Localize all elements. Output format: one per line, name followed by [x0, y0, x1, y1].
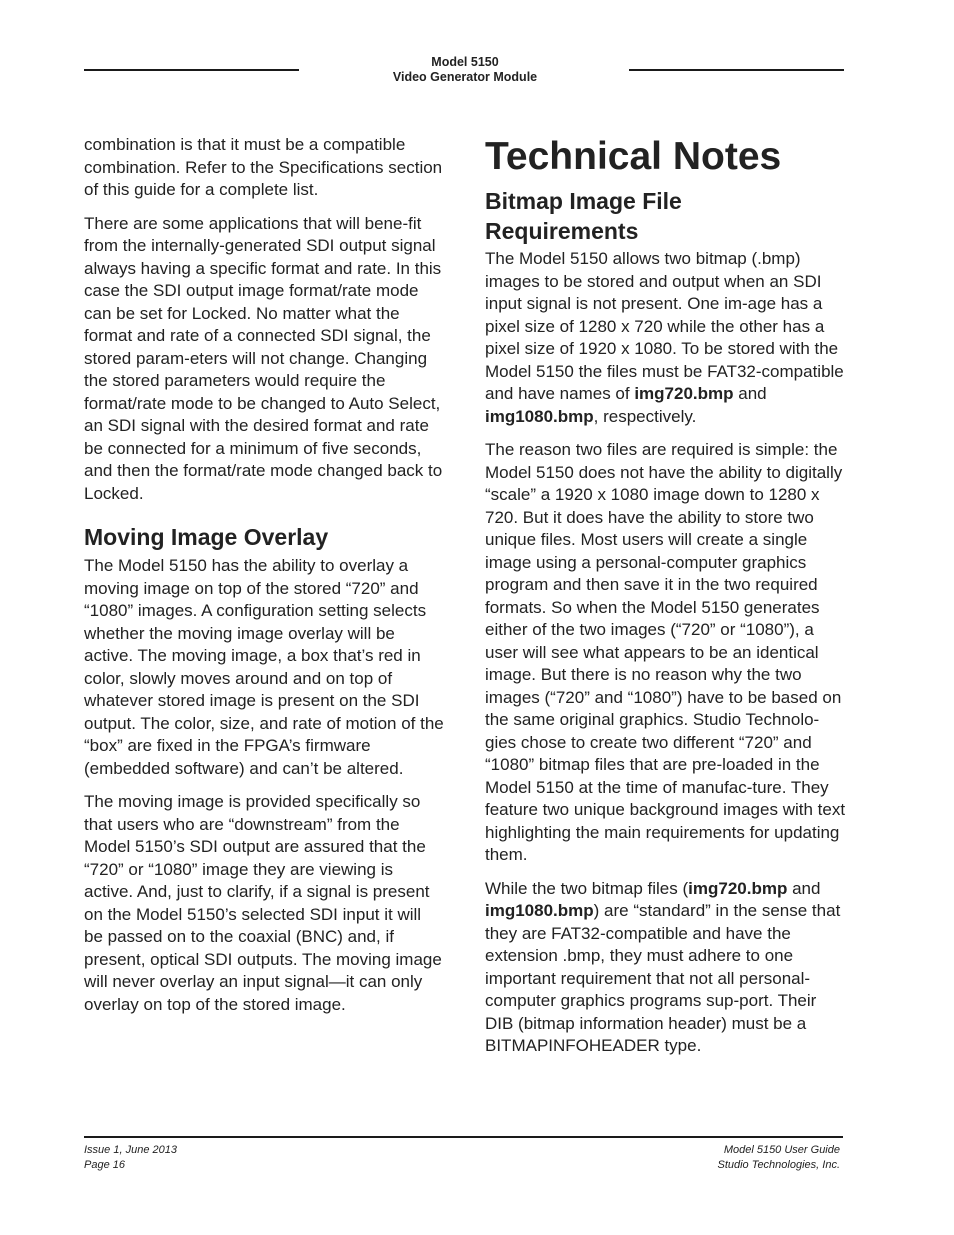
running-header	[300, 55, 630, 85]
paragraph: The moving image is provided specifically so that users who are “downstream” from the Model 5150’s SDI output are assured that the “720” or “1080” image they are viewing is active. And, just to clarify, if a signal is present on the Model 5150’s selected SDI input it will be passed on to the coaxial (BNC) and, if present, optical SDI outputs. The moving image will never overlay an input signal—it can only overlay on top of the stored image.	[84, 792, 442, 1014]
filename-img1080: img1080.bmp	[485, 406, 594, 426]
filename-img1080: img1080.bmp	[485, 901, 594, 920]
header-model: Model 5150	[431, 55, 499, 69]
page-title: Technical Notes	[485, 135, 782, 178]
section-heading-bitmap-requirements: Bitmap Image File Requirements	[485, 188, 682, 244]
footer-guide-title: Model 5150 User Guide	[723, 1144, 840, 1156]
paragraph: The Model 5150 has the ability to overlay a moving image on top of the stored “720” and “1080” images. A configuration setting selects whether the moving image overlay will be active. The moving image, a box that’s red in color, slowly moves around and on top of whatever stored image is present on the SDI output. The color, size, and rate of motion of the “box” are fixed in the FPGA’s firmware (embedded software) and can’t be altered.	[84, 556, 444, 778]
footer-issue-date: Issue 1, June 2013	[84, 1144, 177, 1156]
paragraph: The Model 5150 allows two bitmap (.bmp) images to be stored and output when an SDI input signal is not present. One im-age has a pixel size of 1280 x 720 while the other has a pixel size of 1920 x 1080. To be stored with the Model 5150 the files must be FAT32-compatible and have names of img720.bmp and img1080.bmp, respectively.	[485, 249, 844, 426]
filename-img720: img720.bmp	[688, 878, 788, 898]
section-heading-moving-image-overlay: Moving Image Overlay	[84, 524, 329, 550]
paragraph: There are some applications that will bene-fit from the internally-generated SDI output signal always having a specific format and rate. In this case the SDI output image format/rate mode can be set for Locked. No matter what the format and rate of a connected SDI signal, the stored param-eters will not change. Changing the stored parameters would require the format/rate mode to be changed to Auto Select, an SDI signal with the desired format and rate be connected for a minimum of five seconds, and then the format/rate mode changed back to Locked.	[84, 213, 443, 503]
footer-company: Studio Technologies, Inc.	[717, 1159, 840, 1171]
footer-left	[84, 1143, 177, 1173]
paragraph: combination is that it must be a compatible combination. Refer to the Specifications section of this guide for a complete list.	[84, 135, 443, 199]
paragraph: While the two bitmap files (img720.bmp and img1080.bmp) are “standard” in the sense that they are FAT32-compatible and have the extension .bmp, they must adhere to one important requirement that not all personal-computer graphics programs sup-port. Their DIB (bitmap information header) must be a BITMAPINFOHEADER type.	[485, 878, 841, 1055]
footer-page-number: Page 16	[84, 1159, 125, 1171]
paragraph: The reason two files are required is simple: the Model 5150 does not have the ability to digitally “scale” a 1920 x 1080 image down to 1280 x 720. But it does have the ability to store two unique files. Most users will create a single image using a personal-computer graphics program and then save it in the two required formats. So when the Model 5150 generates either of the two images (“720” or “1080”), a user will see what appears to be an identical image. But there is no reason why the two images (“720” and “1080”) have to be based on the same original graphics. Studio Technolo-gies chose to create two different “720” and “1080” bitmap files that are pre-loaded in the Model 5150 at the time of manufac-ture. They feature two unique background images with text highlighting the main requirements for updating them.	[485, 440, 846, 864]
header-rule-right	[629, 69, 844, 71]
left-column	[84, 134, 444, 1016]
footer-right	[717, 1143, 840, 1173]
right-column	[485, 134, 847, 1058]
header-module-name: Video Generator Module	[392, 70, 538, 84]
footer-rule	[84, 1136, 843, 1138]
filename-img720: img720.bmp	[634, 384, 734, 403]
header-rule-left	[84, 69, 299, 71]
